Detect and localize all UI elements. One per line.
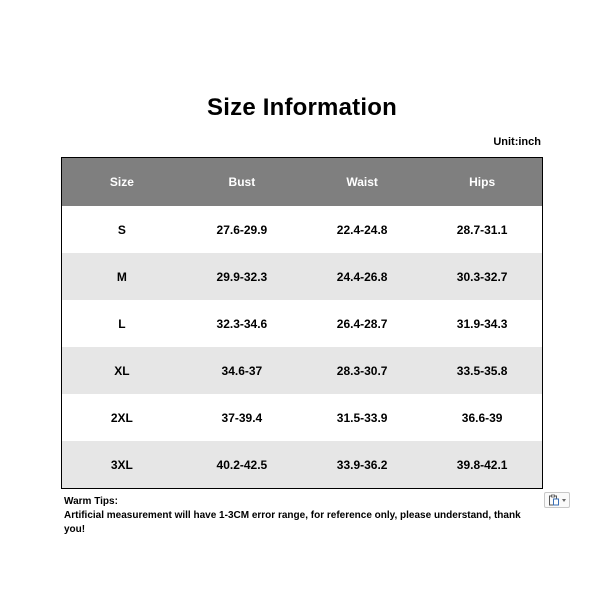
table-row (62, 441, 543, 489)
table-row (62, 347, 543, 394)
cell-waist: 22.4-24.8 (302, 206, 422, 253)
cell-size: M (62, 253, 182, 300)
unit-label: Unit:inch (493, 136, 541, 148)
page-title: Size Information (207, 94, 397, 121)
cell-hips: 31.9-34.3 (422, 300, 542, 347)
header-size: Size (62, 158, 182, 207)
cell-size: XL (62, 347, 182, 394)
cell-bust: 40.2-42.5 (182, 441, 302, 489)
cell-size: S (62, 206, 182, 253)
tips-text: Artificial measurement will have 1-3CM error range, for reference only, please understand, thank you! (64, 510, 521, 535)
header-waist: Waist (302, 158, 422, 207)
warm-tips (64, 495, 534, 537)
cell-waist: 33.9-36.2 (302, 441, 422, 489)
table-row (62, 253, 543, 300)
size-table (61, 157, 543, 489)
cell-waist: 26.4-28.7 (302, 300, 422, 347)
cell-bust: 34.6-37 (182, 347, 302, 394)
cell-waist: 24.4-26.8 (302, 253, 422, 300)
cell-size: 2XL (62, 394, 182, 441)
table-row (62, 206, 543, 253)
cell-size: L (62, 300, 182, 347)
cell-bust: 37-39.4 (182, 394, 302, 441)
cell-waist: 28.3-30.7 (302, 347, 422, 394)
table-row (62, 394, 543, 441)
clipboard-icon (548, 494, 560, 506)
cell-hips: 33.5-35.8 (422, 347, 542, 394)
cell-bust: 32.3-34.6 (182, 300, 302, 347)
table-header-row (62, 158, 543, 207)
cell-hips: 30.3-32.7 (422, 253, 542, 300)
table-row (62, 300, 543, 347)
cell-hips: 39.8-42.1 (422, 441, 542, 489)
header-hips: Hips (422, 158, 542, 207)
paste-options-button[interactable] (544, 492, 570, 508)
cell-waist: 31.5-33.9 (302, 394, 422, 441)
chevron-down-icon (562, 499, 566, 502)
cell-bust: 27.6-29.9 (182, 206, 302, 253)
cell-bust: 29.9-32.3 (182, 253, 302, 300)
tips-heading: Warm Tips: (64, 496, 118, 507)
cell-hips: 36.6-39 (422, 394, 542, 441)
cell-size: 3XL (62, 441, 182, 489)
header-bust: Bust (182, 158, 302, 207)
cell-hips: 28.7-31.1 (422, 206, 542, 253)
